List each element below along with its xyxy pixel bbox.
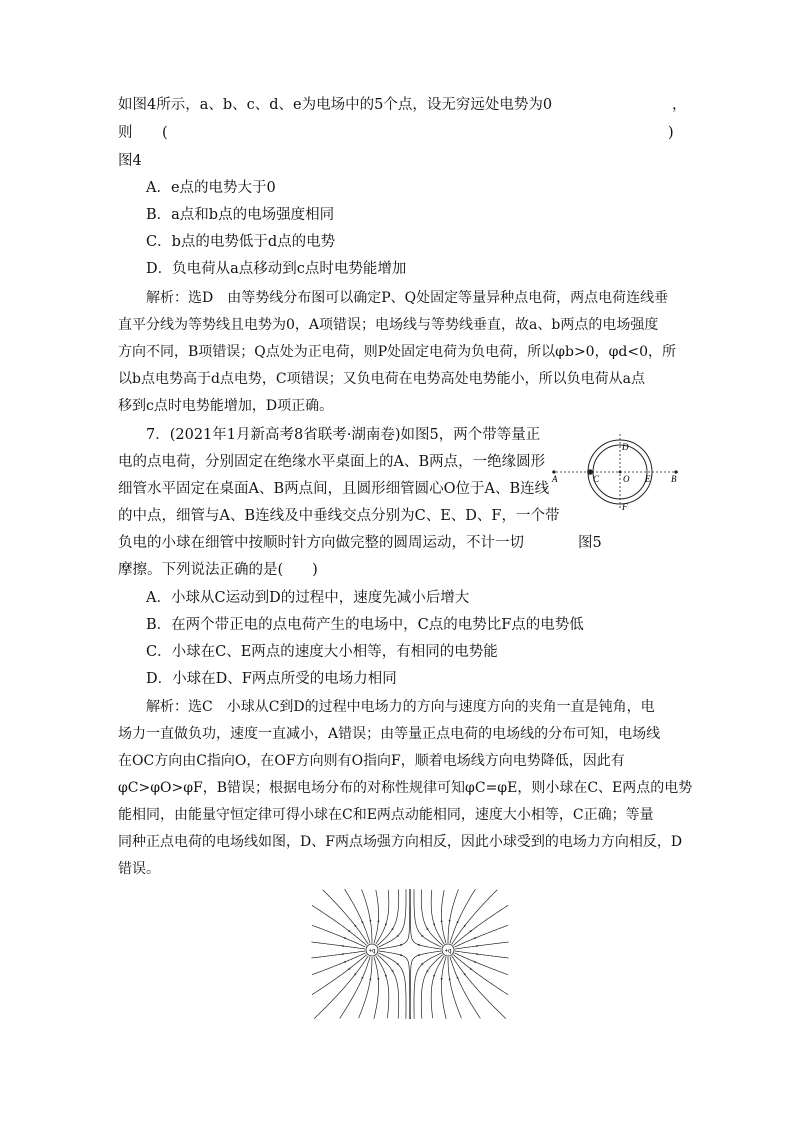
center-o-dot <box>619 471 622 474</box>
field-line <box>359 957 372 1018</box>
field-line <box>377 890 398 946</box>
q7-option-b: B．在两个带正电的点电荷产生的电场中，C点的电势比F点的电势低 <box>146 617 584 633</box>
q6-option-a: A．e点的电势大于0 <box>146 180 276 196</box>
q6-analysis-line-3: 方向不同，B项错误；Q点处为正电荷，则P处固定电荷为负电荷，所以φb>0，φd<0，所 <box>118 344 676 360</box>
q6-analysis-line-4: 以b点电势高于d点电势，C项错误；又负电荷在电势高处电势能小，所以负电荷从a点 <box>118 371 645 387</box>
q6-analysis-line-1: 解析：选D 由等势线分布图可以确定P、Q处固定等量异种点电荷，两点电荷连线垂 <box>146 290 669 306</box>
q7-stem-line-6: 摩擦。下列说法正确的是( ) <box>118 562 318 578</box>
field-arrow-icon <box>377 978 379 980</box>
q7-stem-line-5: 负电的小球在细管中按顺时针方向做完整的圆周运动，不计一切 <box>118 535 524 551</box>
field-line <box>374 890 379 943</box>
figure-4-label: 图4 <box>118 153 142 169</box>
q7-stem-line-1: 7．(2021年1月新高考8省联考·湖南卷)如图5，两个带等量正 <box>146 427 541 443</box>
q7-analysis-line-6: 同种正点电荷的电场线如图，D、F两点场强方向相反，因此小球受到的电场力方向相反，D <box>118 834 683 850</box>
q7-analysis-line-2: 场力一直做负功，速度一直减小，A错误；由等量正点电荷的电场线的分布可知，电场线 <box>118 726 661 742</box>
q7-option-d: D．小球在D、F两点所受的电场力相同 <box>146 671 397 687</box>
q7-stem-line-3: 细管水平固定在桌面A、B两点间，且圆形细管圆心O位于A、B连线 <box>118 481 550 497</box>
field-line <box>448 957 461 1018</box>
figure-5-label: 图5 <box>578 535 602 551</box>
q7-analysis-line-5: 能相同，由能量守恒定律可得小球在C和E两点动能相同，速度大小相等，C正确；等量 <box>118 807 654 823</box>
q6-option-d: D．负电荷从a点移动到c点时电势能增加 <box>146 261 407 277</box>
field-line <box>441 890 446 943</box>
field-line <box>314 956 368 1019</box>
field-line <box>312 955 367 995</box>
field-line <box>362 889 373 943</box>
field-arrow-icon <box>441 978 443 980</box>
field-line <box>345 889 370 943</box>
q6-analysis-line-2: 直平分线为等势线且电势为0，A项错误；电场线与等势线垂直，故a、b两点的电场强度 <box>118 317 659 333</box>
q6-stem-comma: ， <box>672 97 687 113</box>
q7-stem-line-2: 电的点电荷，分别固定在绝缘水平桌面上的A、B两点，一绝缘圆形 <box>118 454 546 470</box>
field-line <box>441 957 446 1019</box>
label-c: C <box>593 474 600 484</box>
right-charge-label: +q <box>444 948 452 955</box>
field-line <box>453 905 508 945</box>
figure-5-ring-diagram <box>550 426 680 518</box>
field-line <box>414 889 442 947</box>
q6-paren-open: ( <box>162 125 168 141</box>
field-line <box>448 889 459 943</box>
field-line <box>450 889 475 943</box>
q7-analysis-line-1: 解析：选C 小球从C到D的过程中电场力的方向与速度方向的夹角一直是钝角，电 <box>146 699 655 715</box>
field-line <box>453 955 508 995</box>
field-line <box>376 956 389 1018</box>
field-line <box>378 953 406 1019</box>
label-o: O <box>623 474 630 484</box>
field-arrow-icon <box>441 920 443 922</box>
field-line <box>431 956 444 1018</box>
field-line <box>421 890 442 946</box>
q7-analysis-line-7: 错误。 <box>118 861 160 877</box>
field-line <box>378 889 406 947</box>
q7-analysis-line-3: 在OC方向由C指向O，在OF方向则有O指向F，顺着电场线方向电势降低，因此有 <box>118 753 625 769</box>
q6-paren-close: ) <box>668 125 674 141</box>
label-e: E <box>645 474 651 484</box>
field-line <box>452 956 506 1019</box>
q6-option-c: C．b点的电势低于d点的电势 <box>146 234 336 250</box>
q6-stem: 如图4所示，a、b、c、d、e为电场中的5个点，设无穷远处电势为0 <box>118 97 553 113</box>
field-arrow-icon <box>377 920 379 922</box>
field-lines-figure <box>300 884 520 1024</box>
q7-stem-line-4: 的中点，细管与A、B连线及中垂线交点分别为C、E、D、F，一个带 <box>118 508 560 524</box>
q7-analysis-line-4: φC>φO>φF，B错误；根据电场分布的对称性规律可知φC=φE，则小球在C、E两点的电势 <box>118 780 693 796</box>
label-f: F <box>622 502 628 512</box>
label-d: D <box>622 442 629 452</box>
q7-option-a: A．小球从C运动到D的过程中，速度先减小后增大 <box>146 590 470 606</box>
field-line <box>374 957 379 1019</box>
left-charge-label: +q <box>368 948 376 955</box>
label-a: A <box>552 474 558 484</box>
field-lines-group <box>312 889 509 1019</box>
field-line <box>414 953 442 1019</box>
label-b: B <box>671 474 677 484</box>
field-line <box>312 905 367 945</box>
q6-analysis-line-5: 移到c点时电势能增加，D项正确。 <box>118 398 334 414</box>
ball-icon <box>587 469 593 475</box>
q6-then: 则 <box>118 125 133 141</box>
q6-option-b: B．a点和b点的电场强度相同 <box>146 207 335 223</box>
q7-option-c: C．小球在C、E两点的速度大小相等，有相同的电势能 <box>146 644 498 660</box>
